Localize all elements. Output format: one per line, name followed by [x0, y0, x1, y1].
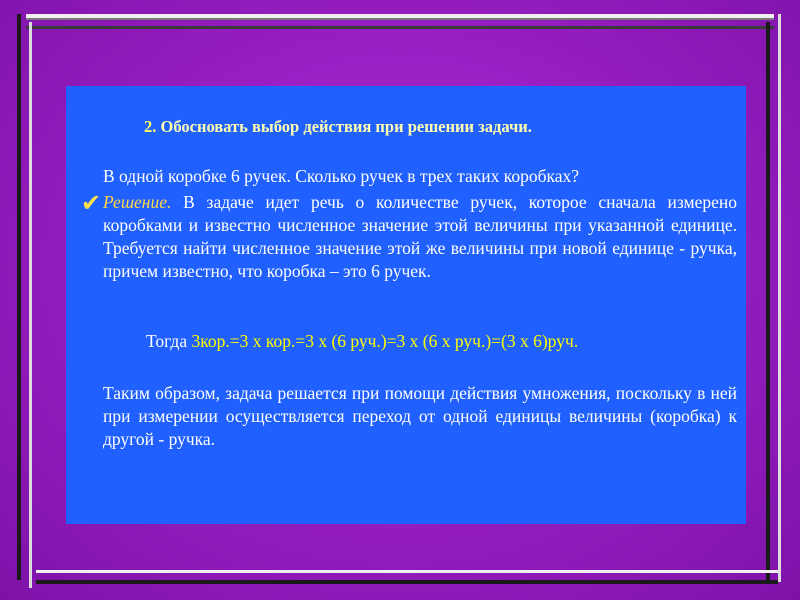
problem-text: В одной коробке 6 ручек. Сколько ручек в трех таких коробках?	[103, 166, 580, 186]
formula-line	[146, 330, 746, 353]
title-text: Обосновать выбор действия при решении задачи.	[160, 117, 532, 136]
frame-line-bottom-outer	[36, 580, 778, 584]
slide-title	[144, 117, 744, 137]
frame-line-right-inner	[766, 22, 770, 582]
frame-line-right-outer	[778, 14, 781, 582]
frame-line-top-inner	[26, 26, 774, 29]
frame-line-top-outer	[26, 14, 774, 18]
solution-label: Решение.	[103, 192, 172, 212]
title-number: 2.	[144, 117, 157, 136]
frame-line-left-inner	[29, 22, 32, 588]
solution-paragraph	[103, 191, 737, 283]
then-label: Тогда	[146, 331, 188, 351]
frame-line-bottom-inner	[36, 570, 778, 573]
checkmark-icon: ✔	[81, 189, 102, 217]
content-panel	[66, 86, 746, 524]
conclusion-text: Таким образом, задача решается при помощи действия умножения, поскольку в ней при измерении осуществляется переход от одной единицы величины (коробка) к другой - ручка.	[103, 383, 737, 449]
frame-line-left-outer	[17, 14, 21, 580]
solution-text: В задаче идет речь о количестве ручек, которое сначала измерено коробками и известно численное значение этой величины при указанной единице. Требуется найти численное значение этой же величины при новой единице - ручка, причем известно, что коробка – это 6 ручек.	[103, 192, 737, 281]
formula: 3кор.=3 х кор.=3 х (6 руч.)=3 х (6 х руч.)=(3 х 6)руч.	[191, 331, 579, 351]
